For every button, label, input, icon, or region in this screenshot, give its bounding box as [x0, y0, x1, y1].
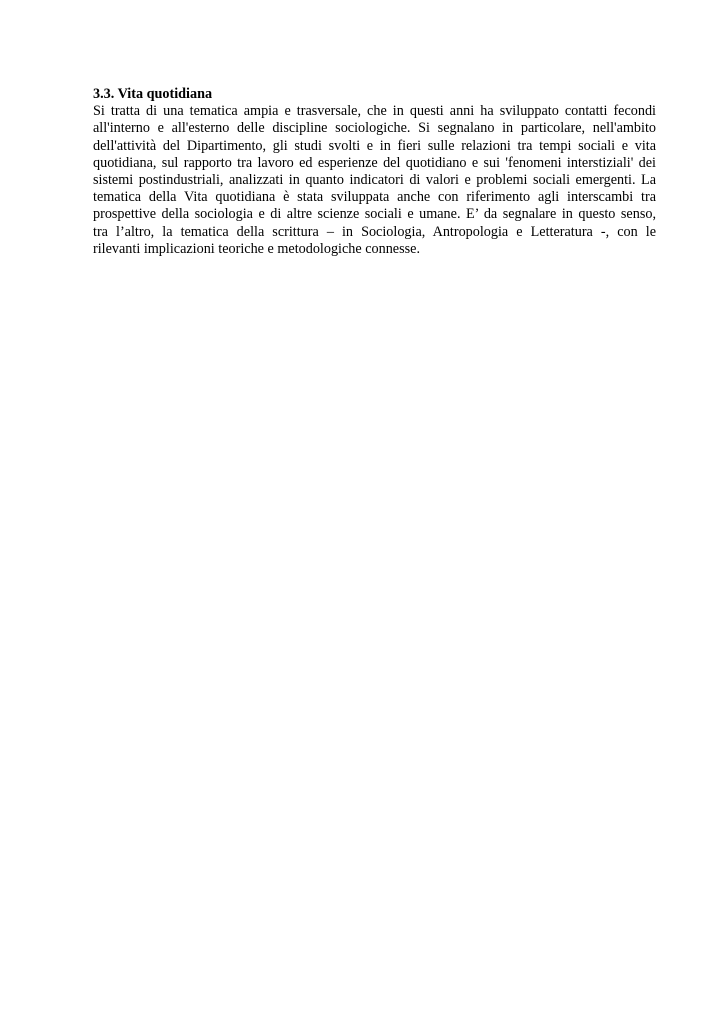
body-line: all'interno e all'esterno delle discipline sociologiche. Si segnalano in particolare, nell'ambito	[93, 120, 656, 137]
body-line: sistemi postindustriali, analizzati in quanto indicatori di valori e problemi sociali emergenti. La	[93, 171, 656, 188]
body-line: Si tratta di una tematica ampia e trasversale, che in questi anni ha sviluppato contatti fecondi	[93, 103, 656, 120]
body-line: prospettive della sociologia e di altre scienze sociali e umane. E’ da segnalare in questo senso,	[93, 206, 656, 223]
section-vita-quotidiana	[93, 86, 656, 258]
section-heading: 3.3. Vita quotidiana	[93, 86, 213, 102]
body-line: tematica della Vita quotidiana è stata sviluppata anche con riferimento agli interscambi tra	[93, 189, 656, 206]
body-line: quotidiana, sul rapporto tra lavoro ed esperienze del quotidiano e sui 'fenomeni interstiziali' dei	[93, 154, 656, 171]
section-body	[93, 103, 656, 258]
body-line: dell'attività del Dipartimento, gli studi svolti e in fieri sulle relazioni tra tempi sociali e vita	[93, 137, 656, 154]
body-line: tra l’altro, la tematica della scrittura – in Sociologia, Antropologia e Letteratura -, con le	[93, 223, 656, 240]
body-line: rilevanti implicazioni teoriche e metodologiche connesse.	[93, 240, 420, 257]
